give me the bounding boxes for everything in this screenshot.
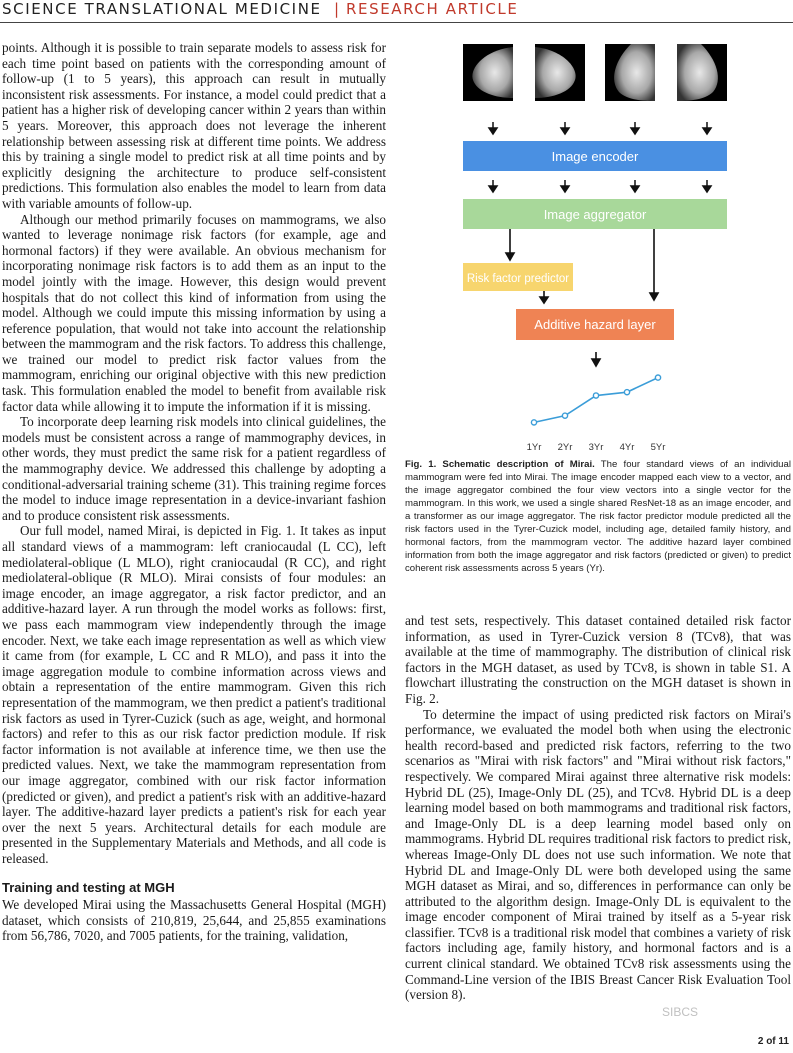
x-tick-label: 3Yr [588, 442, 604, 453]
risk-factor-predictor-label: Risk factor predictor [466, 273, 570, 285]
paragraph: and test sets, respectively. This dataset contained detailed risk factor information, as used in Tyrer-Cuzick version 8 (TCv8), that was available at the time of mammography. The distribution of clinical risk factors in the MGH dataset, as used by TCv8, is shown in table S1. A flowchart illustrating the construction on the MGH dataset is shown in Fig. 2. [405, 613, 791, 706]
x-tick-label: 5Yr [650, 442, 666, 453]
caption-label: Fig. 1. Schematic description of Mirai. [405, 459, 595, 470]
section-heading: Training and testing at MGH [2, 880, 175, 896]
paragraph: To determine the impact of using predicted risk factors on Mirai's performance, we evaluated the model both when using the electronic health record-based and predicted risk factors, referring to the two scenarios as "Mirai with risk factors" and "Mirai without risk factors," respectively. We compared Mirai against three alternative risk models: Hybrid DL (25), Image-Only DL (25), and TCv8. Hybrid DL is a deep learning model based on both mammograms and traditional risk factors, and Image-Only DL is a deep learning model based only on mammograms. Hybrid DL requires traditional risk factors to predict risk, whereas Image-Only DL does not use such information. We note that Hybrid DL and Image-Only DL were both developed using the same MGH dataset as Mirai, and so, differences in performance can only be attributed to the algorithm design. Image-Only DL is equivalent to the image encoder component of Mirai trained by itself as a 5-year risk classifier. TCv8 is a traditional risk model that combines a variety of risk factors including age, family history, and hormonal factors and is a current clinical standard. We obtained TCv8 risk assessments using the Command-Line version of the IBIS Breast Cancer Risk Evaluation Tool (version 8). [405, 706, 791, 1003]
risk-point-4Yr [624, 390, 629, 395]
risk-curve-chart [527, 375, 666, 453]
paragraph: points. Although it is possible to train separate models to assess risk for each time point based on patients with the corresponding amount of follow-up (1 to 5 years), this approach can result in mutually inconsistent risk assessments. For instance, a model could predict that a patient has a higher risk of developing cancer within 2 years than within 5 years. Moreover, this approach does not leverage the inherent relationship between assessing risk at different time points. We address this by training a single model to predict risk at all time points and by explicitly designing the architecture to produce self-consistent predictions. This formulation also enables the model to learn from data with variable amounts of follow-up. [2, 40, 386, 211]
mammogram-view-l-mlo [605, 44, 655, 101]
right-column [405, 613, 791, 1003]
mammogram-view-r-mlo [677, 44, 727, 101]
risk-point-2Yr [562, 413, 567, 418]
x-tick-label: 1Yr [526, 442, 542, 453]
mammogram-view-r-cc [535, 44, 585, 101]
arrow-risk-to-hazard [540, 291, 548, 303]
running-header [0, 0, 793, 23]
risk-point-5Yr [655, 375, 660, 380]
arrows-to-aggregator [489, 180, 711, 192]
mirai-schematic [405, 30, 791, 455]
risk-point-1Yr [531, 420, 536, 425]
paragraph: Our full model, named Mirai, is depicted in Fig. 1. It takes as input all standard views of a mammogram: left craniocaudal (L CC), left mediolateral-oblique (L MLO), right craniocaudal (R CC), and right mediolateral-oblique (R MLO). Mirai consists of four modules: an image encoder, an image aggregator, a risk factor predictor, and an additive-hazard layer. A run through the model works as follows: first, we pass each mammogram view independently through the image encoder. Next, we take each image representation as well as which view it came from (for example, L CC and R MLO), and pass it into the image aggregation module to combine information across views and obtain a representation of the entire mammogram. Given this rich representation of the mammogram, we then predict a patient's traditional risk factors as used in Tyrer-Cuzick (such as age, weight, and hormonal factors) and refer to this as our risk factor prediction module. If risk factor information is not available at inference time, we then use the predicted values. Next, we take the mammogram representation from our image aggregator, combined with our risk factor information (predicted or given), and predict a patient's risk with an additive-hazard layer. The additive-hazard layer predicts a patient's risk for each year over the next 5 years. Architectural details for each module are presented in the Supplementary Materials and Methods, and all code is released. [2, 523, 386, 866]
risk-point-3Yr [593, 393, 598, 398]
risk-series-line [534, 378, 658, 423]
additive-hazard-label: Additive hazard layer [534, 317, 656, 332]
mammogram-view-l-cc [463, 44, 513, 101]
arrow-to-curve [592, 352, 600, 366]
image-aggregator-label: Image aggregator [543, 207, 647, 222]
arrows-to-encoder [489, 122, 711, 134]
figure-caption [405, 458, 791, 575]
caption-text: The four standard views of an individual mammogram were fed into Mirai. The image encoder mapped each view to a vector, and the image aggregator combined the four view vectors into a single vector for the mammogram. In this work, we used a single shared ResNet-18 as an image encoder, and a transformer as our image aggregator. The risk factor predictor module predicted all the risk factors used in the Tyrer-Cuzick model, including age, detailed family history, and hormonal factors, from the mammogram vector. The additive hazard layer combined information from both the image aggregator and risk factors (predicted or given) to predict coherent risk assessments across 5 years (Yr). [405, 459, 791, 574]
paragraph: We developed Mirai using the Massachusetts General Hospital (MGH) dataset, which consists of 210,819, 25,644, and 25,855 examinations from 56,786, 7020, and 7005 patients, for the training, validation, [2, 897, 386, 944]
article-type: RESEARCH ARTICLE [346, 0, 519, 18]
figure-1 [405, 30, 791, 455]
page-number: 2 of 11 [757, 1036, 789, 1047]
left-column [2, 40, 386, 944]
watermark: SIBCS [662, 1005, 699, 1019]
x-tick-label: 4Yr [619, 442, 635, 453]
x-tick-label: 2Yr [557, 442, 573, 453]
image-encoder-label: Image encoder [551, 149, 639, 164]
journal-name: SCIENCE TRANSLATIONAL MEDICINE [2, 0, 322, 18]
paragraph: To incorporate deep learning risk models into clinical guidelines, the models must be consistent across a range of mammography devices, in other words, they must predict the same risk for a patient regardless of the mammography device. We addressed this challenge by adopting a conditional-adversarial training scheme (31). This training regime forces the model to induce image representation in a device-invariant fashion and to produce consistent risk assessments. [2, 414, 386, 523]
header-separator: | [334, 0, 340, 18]
paragraph: Although our method primarily focuses on mammograms, we also wanted to leverage nonimage risk factors (for example, age and hormonal factors) if they were available. An obvious mechanism for incorporating nonimage risk factors is to add them as an input to the model jointly with the image. However, this design would prevent hospitals that do not collect this kind of information from using the model. Although we could impute this missing information by using a reference population, that would not take into account the relationship between the mammogram and the risk factors. To address this challenge, we trained our model to predict risk factor values from the mammogram, enriching our original objective with this new prediction task. This formulation enabled the model to benefit from available risk factor data while allowing it to impute the information if it is missing. [2, 211, 386, 414]
